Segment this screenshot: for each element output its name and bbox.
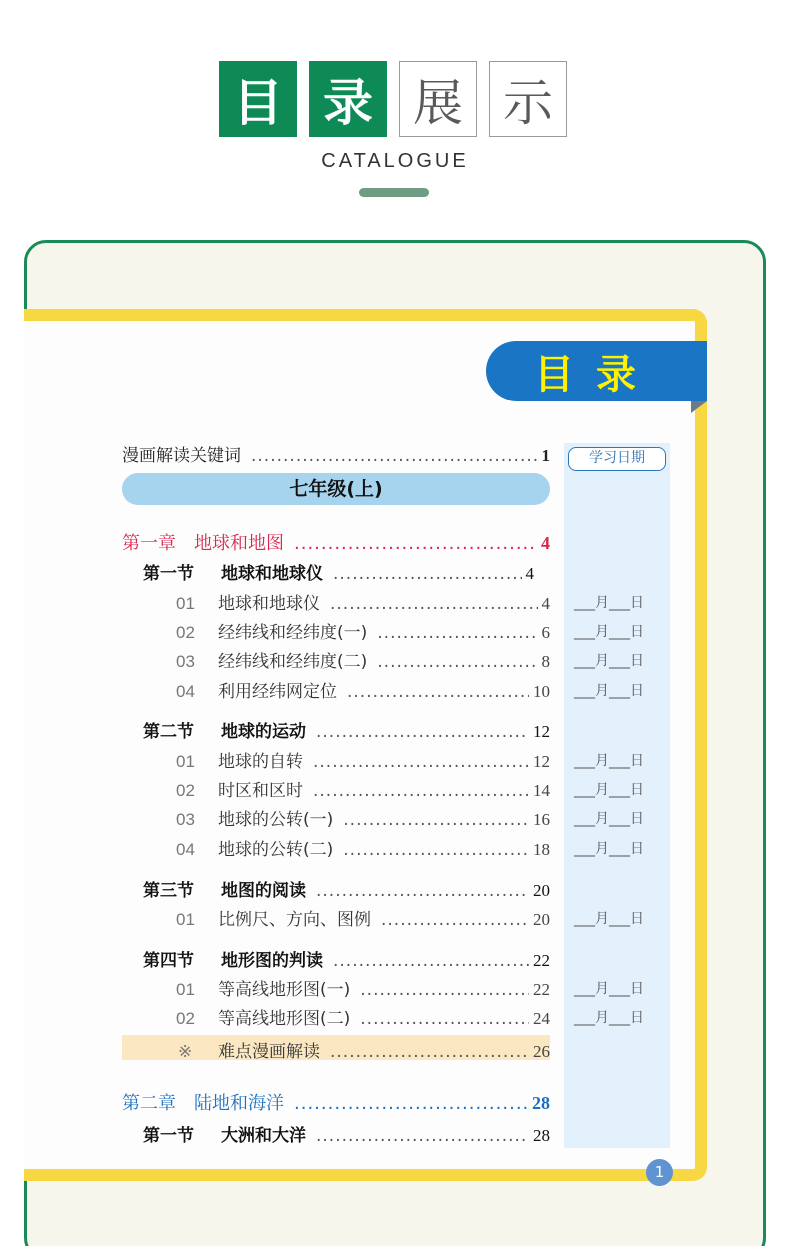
item-name: 地球和地球仪 <box>218 594 320 614</box>
item-name: 地球的自转 <box>218 752 303 772</box>
section-name: 地球的运动 <box>221 722 306 742</box>
item-page: 20 <box>533 910 550 929</box>
catalogue-subtitle: CATALOGUE <box>321 150 469 172</box>
toc-row-chapter-1[interactable] <box>122 529 550 555</box>
item-page: 22 <box>533 980 550 999</box>
title-char-4: 示 <box>489 61 567 137</box>
item-page: 18 <box>533 840 550 859</box>
item-name: 地球的公转(二) <box>218 840 334 860</box>
section-page: 12 <box>533 722 550 741</box>
toc-label: 漫画解读关键词 <box>122 446 241 466</box>
leader-dots <box>377 623 537 643</box>
item-name: 经纬线和经纬度(二) <box>218 652 368 672</box>
section-page: 20 <box>533 881 550 900</box>
leader-dots <box>343 840 529 860</box>
study-date-header: 学习日期 <box>568 447 666 471</box>
contents-tab-label: 目录 <box>534 351 658 398</box>
item-page: 16 <box>533 810 550 829</box>
toc-row-section[interactable] <box>143 876 550 901</box>
item-number: 01 <box>176 980 195 999</box>
section-name: 地形图的判读 <box>221 951 323 971</box>
toc-row-item[interactable] <box>176 975 550 1000</box>
item-number: 02 <box>176 781 195 800</box>
toc-row-item[interactable] <box>176 747 550 772</box>
item-name: 时区和区时 <box>218 781 303 801</box>
item-number: 03 <box>176 810 195 829</box>
toc-page: 1 <box>541 446 550 465</box>
item-name: 难点漫画解读 <box>218 1042 320 1062</box>
toc-row-section[interactable] <box>143 946 550 971</box>
leader-dots <box>333 564 522 584</box>
grade-banner: 七年级(上) <box>122 473 550 505</box>
contents-tab <box>486 341 707 401</box>
leader-dots <box>347 682 529 702</box>
study-date-entry[interactable]: ___月___日 <box>574 911 644 927</box>
section-number: 第三节 <box>143 881 194 901</box>
toc-row-hard-point[interactable] <box>176 1037 550 1062</box>
tab-fold-shadow <box>691 401 707 413</box>
item-page: 8 <box>541 652 550 671</box>
item-page: 26 <box>533 1042 550 1061</box>
toc-row-item[interactable] <box>176 776 550 801</box>
section-number: 第一节 <box>143 1126 194 1146</box>
toc-row-item[interactable] <box>176 805 550 830</box>
toc-row-item[interactable] <box>176 647 550 672</box>
item-number: 02 <box>176 623 195 642</box>
title-char-3: 展 <box>399 61 477 137</box>
section-name: 地图的阅读 <box>221 881 306 901</box>
section-page: 4 <box>525 564 534 583</box>
section-page: 28 <box>533 1126 550 1145</box>
title-char-1: 目 <box>219 61 297 137</box>
subtitle-underline <box>359 188 429 197</box>
item-page: 10 <box>533 682 550 701</box>
section-name: 大洲和大洋 <box>221 1126 306 1146</box>
item-page: 14 <box>533 781 550 800</box>
item-name: 等高线地形图(一) <box>218 980 351 1000</box>
leader-dots <box>313 752 529 772</box>
leader-dots <box>377 652 537 672</box>
item-name: 利用经纬网定位 <box>218 682 337 702</box>
item-name: 比例尺、方向、图例 <box>218 910 371 930</box>
section-page: 22 <box>533 951 550 970</box>
item-page: 12 <box>533 752 550 771</box>
leader-dots <box>251 446 538 466</box>
leader-dots <box>294 1093 528 1114</box>
item-number: 03 <box>176 652 195 671</box>
page-number-badge: 1 <box>646 1159 673 1186</box>
leader-dots <box>360 980 529 1000</box>
study-date-entry[interactable]: ___月___日 <box>574 981 644 997</box>
study-date-entry[interactable]: ___月___日 <box>574 1010 644 1026</box>
item-name: 经纬线和经纬度(一) <box>218 623 368 643</box>
section-name: 地球和地球仪 <box>221 564 323 584</box>
catalog-title <box>219 61 567 137</box>
title-char-2: 录 <box>309 61 387 137</box>
chapter-page: 28 <box>532 1093 550 1113</box>
chapter-page: 4 <box>541 533 550 553</box>
toc-row-item[interactable] <box>176 1004 550 1029</box>
section-number: 第一节 <box>143 564 194 584</box>
item-number: 04 <box>176 682 195 701</box>
item-number: 01 <box>176 594 195 613</box>
toc-row-item[interactable] <box>176 835 550 860</box>
item-number: 04 <box>176 840 195 859</box>
chapter-label: 第二章 陆地和海洋 <box>122 1093 284 1114</box>
leader-dots <box>330 1042 529 1062</box>
section-number: 第二节 <box>143 722 194 742</box>
item-name: 等高线地形图(二) <box>218 1009 351 1029</box>
chapter-label: 第一章 地球和地图 <box>122 533 284 554</box>
toc-row-section[interactable] <box>143 717 550 742</box>
leader-dots <box>313 781 529 801</box>
study-date-entry[interactable]: ___月___日 <box>574 683 644 699</box>
item-number: 01 <box>176 910 195 929</box>
study-date-entry[interactable]: ___月___日 <box>574 782 644 798</box>
study-date-entry[interactable]: ___月___日 <box>574 595 644 611</box>
toc-row-item[interactable] <box>176 589 550 614</box>
toc-row-keywords[interactable] <box>122 441 550 466</box>
toc-row-item[interactable] <box>176 618 550 643</box>
leader-dots <box>381 910 529 930</box>
toc-row-section[interactable] <box>143 1121 550 1146</box>
leader-dots <box>316 881 529 901</box>
study-date-entry[interactable]: ___月___日 <box>574 753 644 769</box>
item-number: 01 <box>176 752 195 771</box>
item-name: 地球的公转(一) <box>218 810 334 830</box>
leader-dots <box>333 951 529 971</box>
item-number: 02 <box>176 1009 195 1028</box>
study-date-entry[interactable]: ___月___日 <box>574 841 644 857</box>
toc-row-section[interactable] <box>143 559 534 584</box>
study-date-entry[interactable]: ___月___日 <box>574 653 644 669</box>
leader-dots <box>294 533 537 554</box>
toc-row-chapter-2[interactable] <box>122 1089 550 1115</box>
reference-mark-icon: ※ <box>178 1042 193 1061</box>
section-number: 第四节 <box>143 951 194 971</box>
leader-dots <box>360 1009 529 1029</box>
toc-row-item[interactable] <box>176 905 550 930</box>
item-page: 4 <box>541 594 550 613</box>
leader-dots <box>330 594 538 614</box>
leader-dots <box>316 1126 529 1146</box>
study-date-entry[interactable]: ___月___日 <box>574 624 644 640</box>
leader-dots <box>316 722 529 742</box>
item-page: 24 <box>533 1009 550 1028</box>
study-date-entry[interactable]: ___月___日 <box>574 811 644 827</box>
leader-dots <box>343 810 529 830</box>
toc-row-item[interactable] <box>176 677 550 702</box>
item-page: 6 <box>541 623 550 642</box>
